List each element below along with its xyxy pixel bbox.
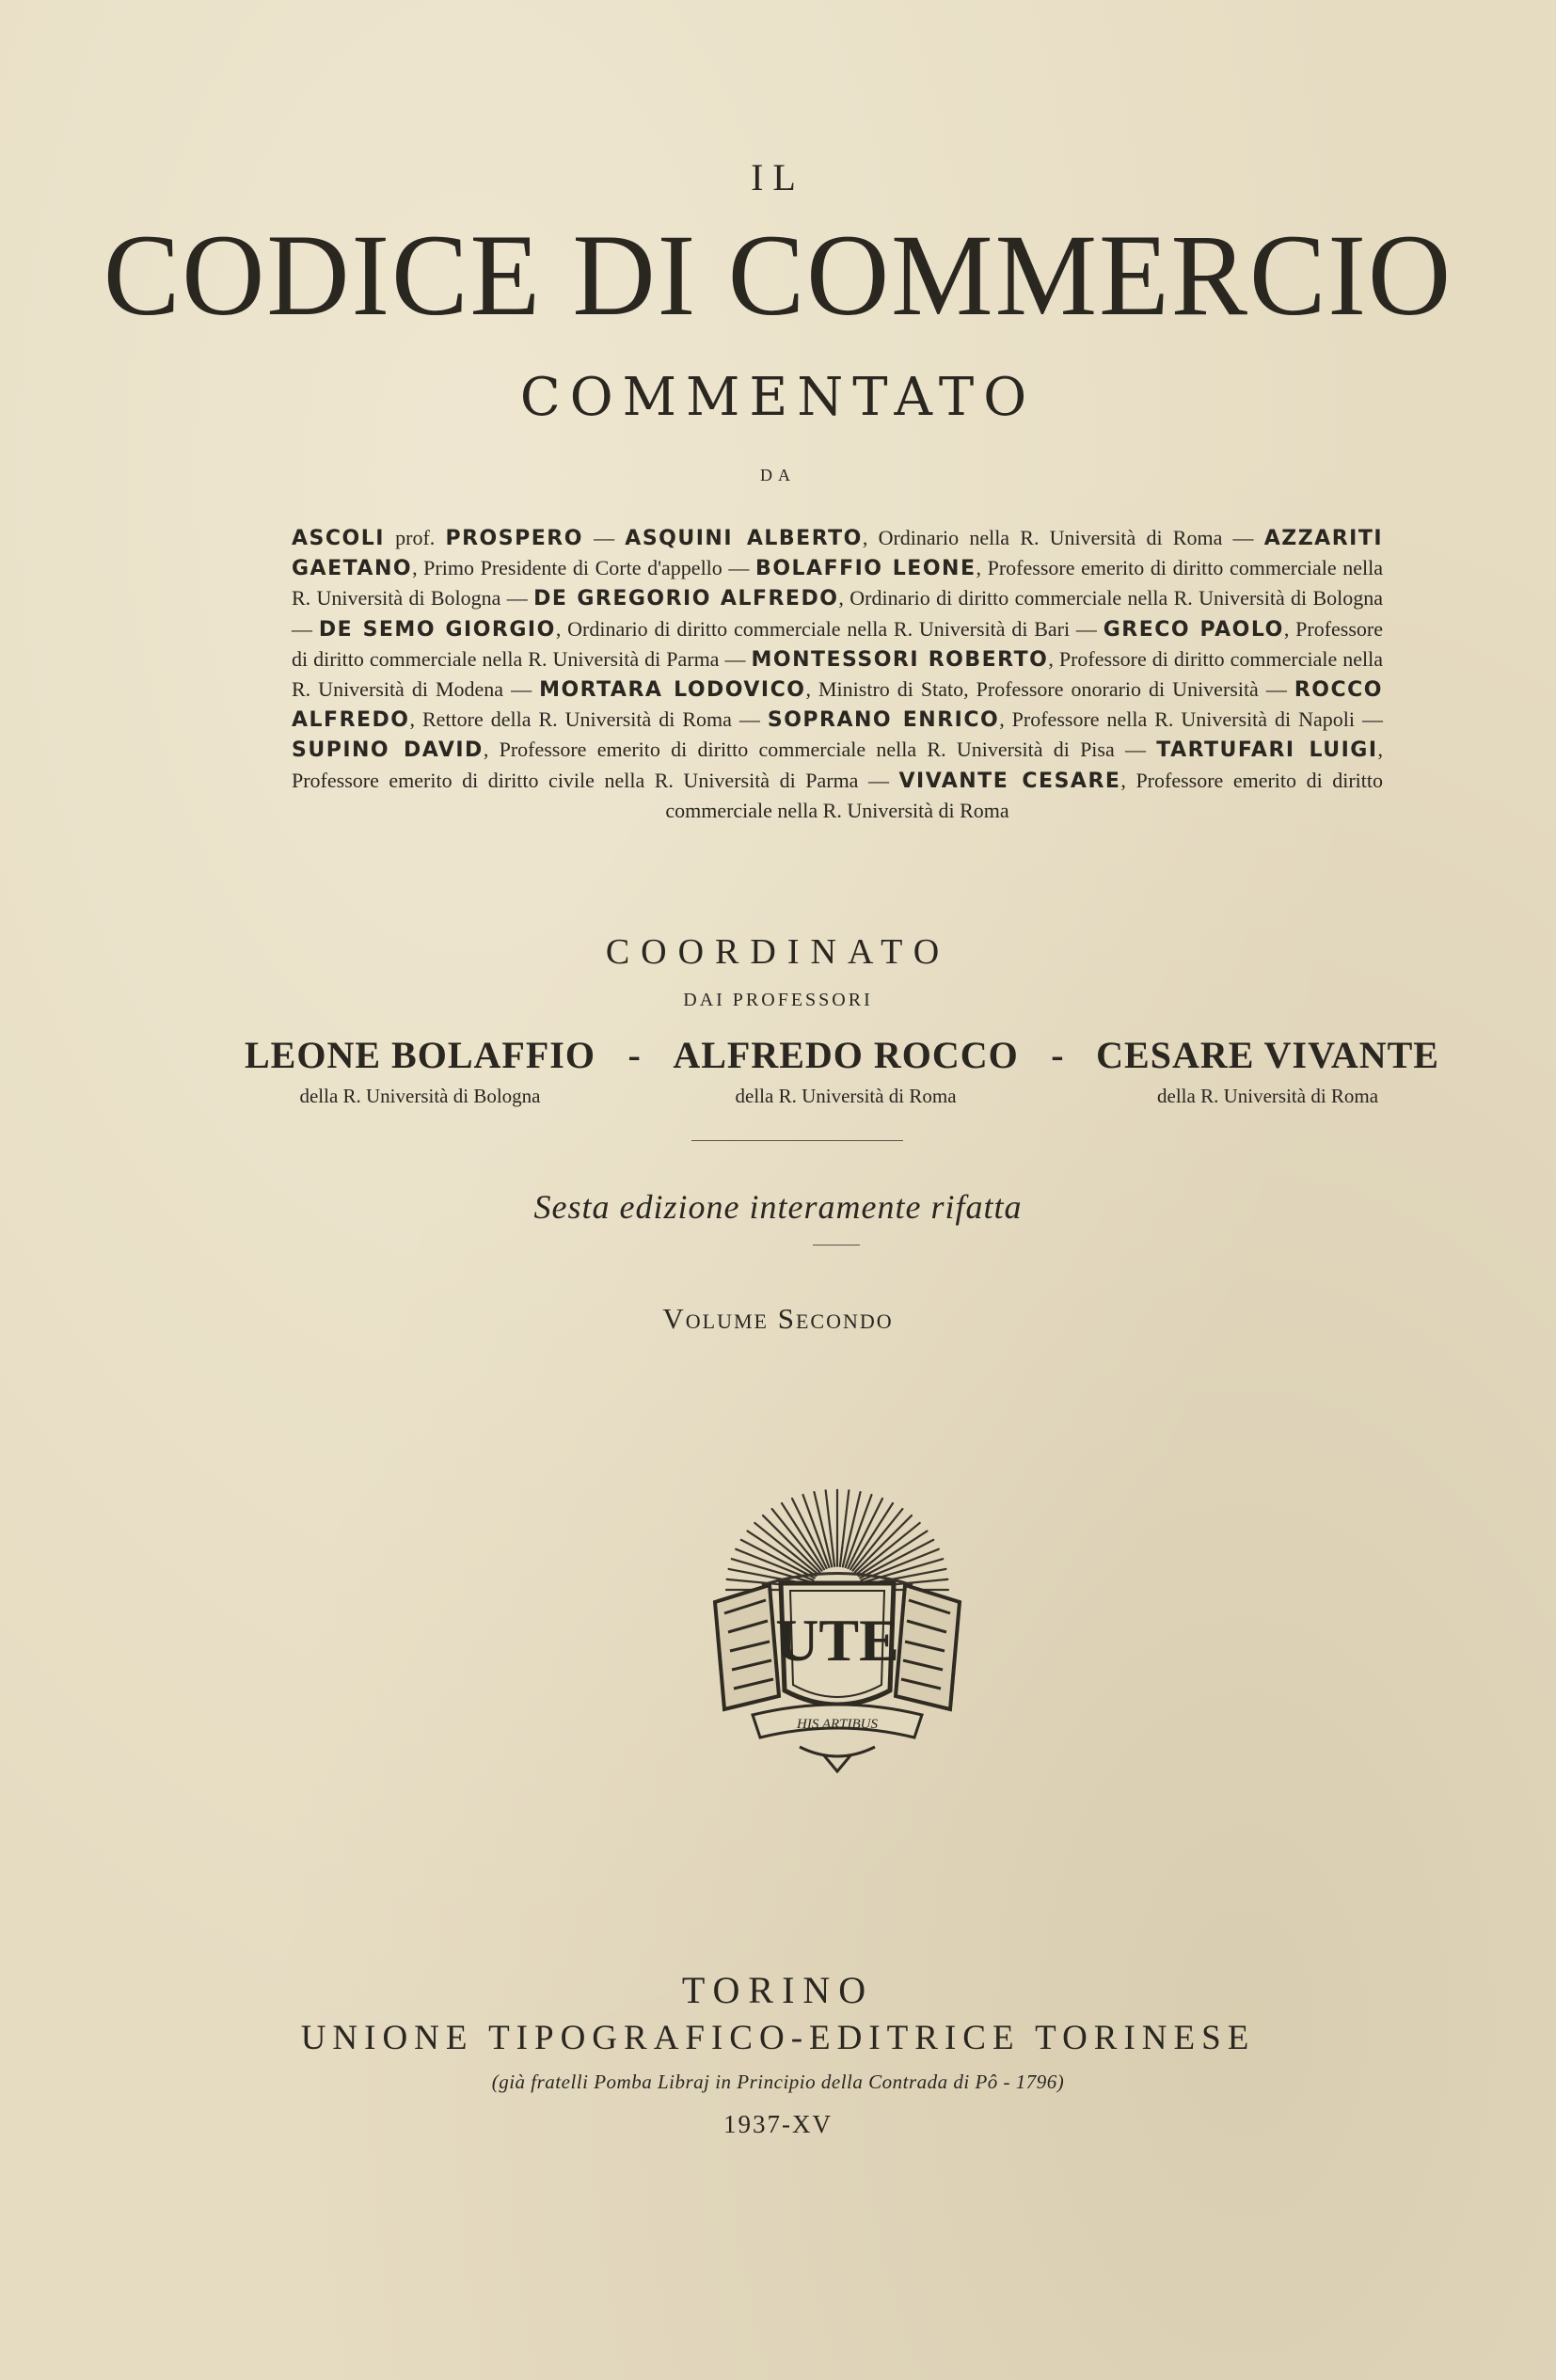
editors-row	[245, 1033, 1439, 1108]
author-name: DE GREGORIO ALFREDO	[533, 587, 839, 611]
author-name: DE SEMO GIORGIO	[318, 617, 556, 642]
emblem-motto: HIS ARTIBUS	[797, 1717, 878, 1732]
editor-rocco	[673, 1033, 1018, 1108]
author-description: , Professore emerito di diritto commerciale nella R. Università di Pisa —	[483, 738, 1157, 762]
editor-name: CESARE VIVANTE	[1096, 1034, 1439, 1076]
author-description: , Professore emerito di diritto commerciale nella R. Università di Roma	[665, 768, 1383, 822]
publisher-emblem-icon	[696, 1472, 978, 1773]
author-description: , Professore di diritto commerciale nella R. Università di Parma —	[292, 616, 1383, 671]
publication-city: TORINO	[681, 1969, 875, 2011]
volume-label: Volume Secondo	[662, 1302, 894, 1335]
author-description: , Professore emerito di diritto civile nella R. Università di Parma —	[292, 738, 1384, 792]
publisher-name: UNIONE TIPOGRAFICO-EDITRICE TORINESE	[300, 2019, 1256, 2057]
editor-affiliation: della R. Università di Roma	[1157, 1085, 1379, 1107]
author-description: —	[582, 526, 626, 549]
editor-affiliation: della R. Università di Bologna	[299, 1085, 541, 1107]
author-description: , Primo Presidente di Corte d'appello —	[412, 556, 756, 580]
author-name: BOLAFFIO LEONE	[755, 557, 976, 581]
author-description: prof.	[384, 526, 446, 549]
author-description: , Professore emerito di diritto commerciale nella R. Università di Bologna —	[292, 556, 1383, 611]
editor-separator: -	[1051, 1034, 1064, 1076]
author-description: , Professore nella R. Università di Napoli —	[999, 707, 1383, 732]
author-name: SUPINO DAVID	[292, 738, 484, 763]
emblem-letters: UTE	[775, 1607, 899, 1674]
author-description: , Ministro di Stato, Professore onorario di Università —	[805, 677, 1294, 702]
editor-affiliation: della R. Università di Roma	[735, 1085, 957, 1107]
edition-note: Sesta edizione interamente rifatta	[533, 1188, 1023, 1226]
author-name: PROSPERO	[445, 527, 583, 550]
author-name: ASQUINI ALBERTO	[625, 527, 863, 550]
by-professors-label: DAI PROFESSORI	[683, 990, 873, 1010]
author-name: ROCCO ALFREDO	[292, 678, 1383, 733]
author-description: , Ordinario di diritto commerciale nella R. Università di Bologna —	[292, 586, 1383, 641]
author-description: , Rettore della R. Università di Roma —	[409, 707, 768, 732]
publication-year: 1937-XV	[723, 2110, 833, 2138]
editor-name: ALFREDO ROCCO	[673, 1034, 1019, 1076]
editor-bolaffio	[245, 1033, 595, 1108]
book-subtitle: COMMENTATO	[519, 367, 1037, 428]
author-name: VIVANTE CESARE	[898, 769, 1121, 793]
author-name: AZZARITI GAETANO	[292, 527, 1384, 581]
editor-name: LEONE BOLAFFIO	[245, 1034, 595, 1076]
book-title: CODICE DI COMMERCIO	[103, 210, 1453, 341]
author-name: ASCOLI	[292, 527, 385, 550]
authors-paragraph	[292, 523, 1383, 825]
title-article: IL	[751, 156, 805, 198]
author-name: SOPRANO ENRICO	[767, 708, 1000, 733]
coordinated-label: COORDINATO	[605, 932, 951, 972]
editor-vivante	[1096, 1033, 1439, 1108]
editor-separator: -	[627, 1034, 641, 1076]
divider-rule	[691, 1140, 903, 1141]
author-name: MORTARA LODOVICO	[539, 678, 806, 703]
author-description: , Professore di diritto commerciale nella R. Università di Modena —	[292, 646, 1383, 702]
author-name: GRECO PAOLO	[1103, 617, 1284, 642]
author-description: , Ordinario di diritto commerciale nella R. Università di Bari —	[555, 616, 1103, 641]
publisher-history: (già fratelli Pomba Libraj in Principio della Contrada di Pô - 1796)	[491, 2071, 1065, 2093]
author-name: TARTUFARI LUIGI	[1156, 738, 1378, 763]
author-description: , Ordinario nella R. Università di Roma —	[862, 526, 1264, 549]
author-name: MONTESSORI ROBERTO	[751, 647, 1049, 672]
by-label: DA	[760, 466, 796, 484]
divider-rule-short	[813, 1245, 860, 1246]
